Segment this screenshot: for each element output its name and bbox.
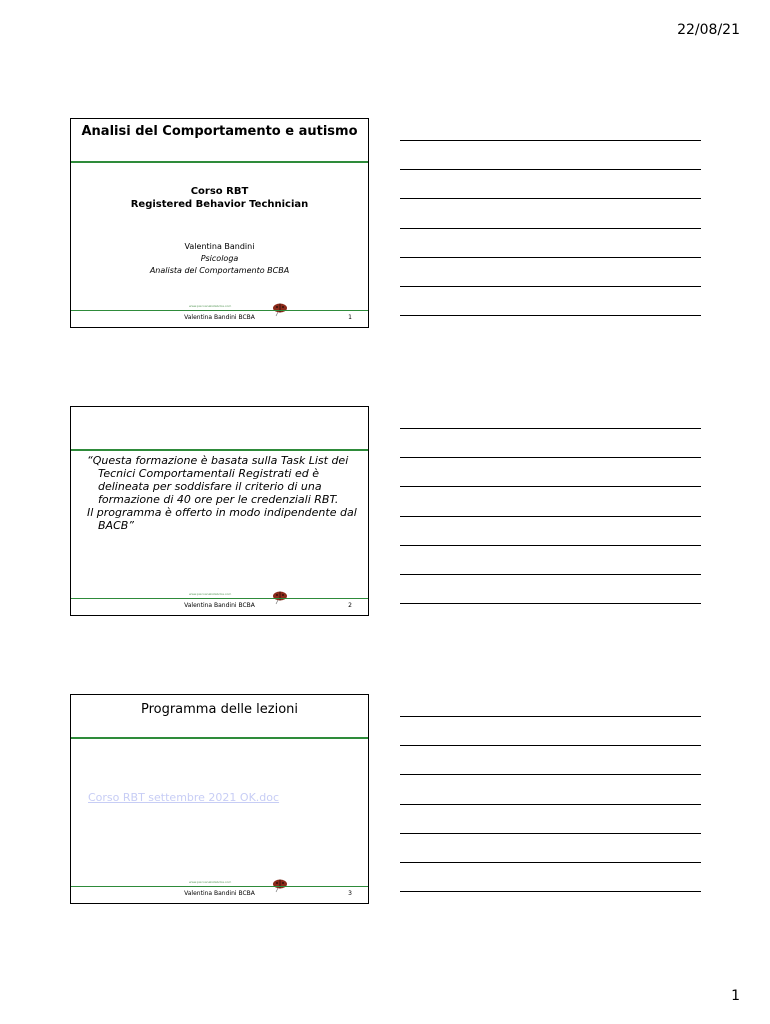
document-link[interactable]: Corso RBT settembre 2021 OK.doc — [88, 791, 280, 804]
slide-subtitle — [71, 185, 368, 211]
subtitle-line-1: Corso RBT — [190, 186, 249, 197]
author-name: Valentina Bandini — [184, 242, 255, 251]
footer-author: Valentina Bandini BCBA — [184, 890, 255, 897]
title-divider — [71, 449, 368, 451]
note-line — [400, 169, 701, 170]
note-line — [400, 716, 701, 717]
footer-url: www.psicoanalistabcba.com — [189, 880, 232, 884]
title-divider — [71, 161, 368, 163]
note-line — [400, 833, 701, 834]
footer-divider — [71, 886, 368, 887]
slide-number: 1 — [348, 314, 352, 321]
footer-url: www.psicoanalistabcba.com — [189, 592, 232, 596]
page-number: 1 — [731, 988, 740, 1004]
author-title: Analista del Comportamento BCBA — [149, 266, 290, 275]
slide-title: Analisi del Comportamento e autismo — [81, 124, 358, 139]
slide-number: 2 — [348, 602, 352, 609]
slide-number: 3 — [348, 890, 352, 897]
note-line — [400, 198, 701, 199]
note-line — [400, 140, 701, 141]
footer-divider — [71, 310, 368, 311]
print-date: 22/08/21 — [677, 22, 740, 38]
note-line — [400, 603, 701, 604]
note-line — [400, 315, 701, 316]
slide-title: Programma delle lezioni — [140, 702, 299, 717]
note-line — [400, 257, 701, 258]
note-line — [400, 486, 701, 487]
note-line — [400, 862, 701, 863]
note-line — [400, 891, 701, 892]
title-divider — [71, 737, 368, 739]
quote-paragraph-1: “Questa formazione è basata sulla Task List dei Tecnici Comportamentali Registrati ed è delineata per soddisfare il criterio di una formazione di 40 ore per le credenziali RBT. — [87, 454, 349, 506]
note-line — [400, 516, 701, 517]
slide-thumbnail-3 — [70, 694, 369, 904]
slide-thumbnail-1 — [70, 118, 369, 328]
note-line — [400, 774, 701, 775]
footer-url: www.psicoanalistabcba.com — [189, 304, 232, 308]
note-line — [400, 457, 701, 458]
note-line — [400, 804, 701, 805]
author-block — [71, 241, 368, 277]
note-line — [400, 574, 701, 575]
slide-thumbnail-2 — [70, 406, 369, 616]
author-role: Psicologa — [200, 254, 239, 263]
note-line — [400, 745, 701, 746]
slide-quote — [87, 454, 358, 532]
footer-author: Valentina Bandini BCBA — [184, 314, 255, 321]
note-line — [400, 545, 701, 546]
quote-paragraph-2: Il programma è offerto in modo indipendente dal BACB” — [87, 506, 357, 532]
note-line — [400, 428, 701, 429]
footer-divider — [71, 598, 368, 599]
note-line — [400, 228, 701, 229]
note-line — [400, 286, 701, 287]
subtitle-line-2: Registered Behavior Technician — [130, 199, 309, 210]
footer-author: Valentina Bandini BCBA — [184, 602, 255, 609]
